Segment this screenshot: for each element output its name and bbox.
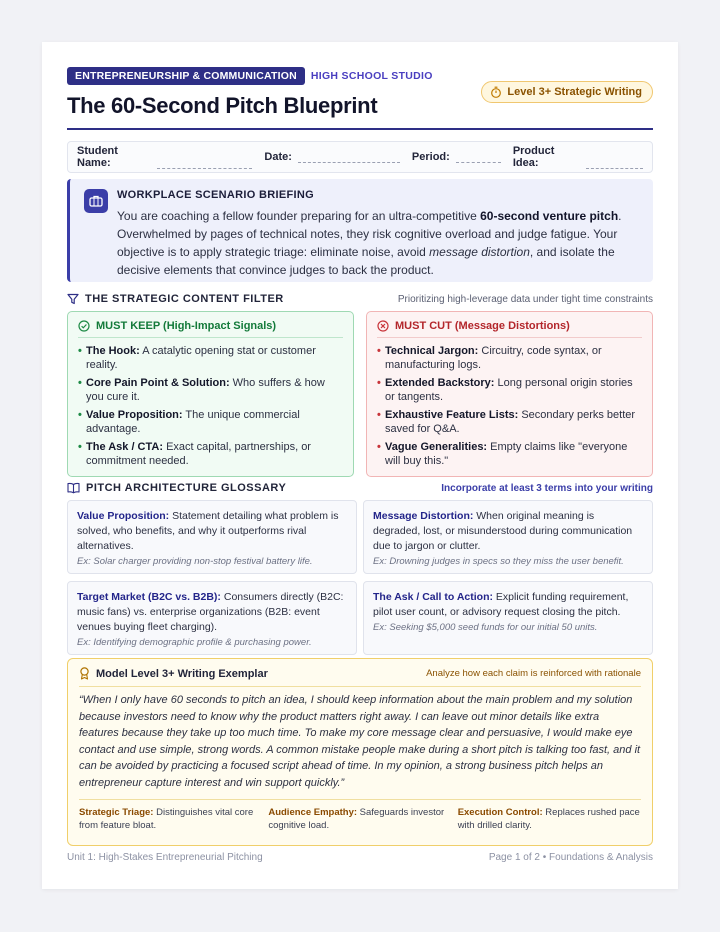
rationale-item: Strategic Triage: Distinguishes vital core from feature bloat. bbox=[79, 807, 254, 831]
writing-exemplar bbox=[67, 658, 653, 846]
subject-tag: ENTREPRENEURSHIP & COMMUNICATION bbox=[67, 67, 305, 85]
date-label: Date: bbox=[264, 151, 292, 163]
glossary-note: Incorporate at least 3 terms into your writing bbox=[441, 482, 653, 494]
exemplar-header bbox=[79, 667, 641, 687]
rationale-item: Audience Empathy: Safeguards investor cognitive load. bbox=[268, 807, 445, 831]
footer-page: Page 1 of 2 • Foundations & Analysis bbox=[488, 852, 653, 863]
glossary-card-target-market: Target Market (B2C vs. B2B): Consumers directly (B2C: music fans) vs. enterprise organizations (B2B: event venues buying fleet charging). Ex: Identifying demographic profile & purchasing power. bbox=[67, 581, 357, 655]
exemplar-title: Model Level 3+ Writing Exemplar bbox=[96, 667, 268, 680]
must-keep-box bbox=[67, 311, 354, 477]
list-item: • Vague Generalities: Empty claims like "everyone will buy this." bbox=[377, 440, 642, 468]
must-cut-title: MUST CUT (Message Distortions) bbox=[395, 320, 570, 332]
student-name-label: Student Name: bbox=[77, 145, 118, 169]
studio-tag: HIGH SCHOOL STUDIO bbox=[310, 70, 433, 82]
level-badge-label: Level 3+ Strategic Writing bbox=[507, 86, 642, 98]
must-keep-header bbox=[78, 320, 343, 338]
footer-unit: Unit 1: High-Stakes Entrepreneurial Pitching bbox=[67, 852, 263, 863]
x-circle-icon bbox=[377, 320, 389, 332]
list-item: • The Hook: A catalytic opening stat or customer reality. bbox=[78, 344, 343, 372]
header-divider bbox=[67, 128, 653, 130]
glossary-card-the-ask: The Ask / Call to Action: Explicit funding requirement, pilot user count, or advisory request closing the pitch. Ex: Seeking $5,000 seed funds for our initial 50 units. bbox=[363, 581, 653, 655]
list-item: • Extended Backstory: Long personal origin stories or tangents. bbox=[377, 376, 642, 404]
period-label: Period: bbox=[411, 151, 450, 163]
rationale-item: Execution Control: Replaces rushed pace with drilled clarity. bbox=[457, 807, 640, 831]
briefcase-icon bbox=[84, 189, 108, 213]
must-cut-header bbox=[377, 320, 642, 338]
period-field[interactable] bbox=[412, 151, 501, 163]
page-footer bbox=[67, 852, 653, 863]
must-keep-list bbox=[78, 344, 343, 468]
award-icon bbox=[79, 667, 90, 680]
scenario-title: WORKPLACE SCENARIO BRIEFING bbox=[117, 189, 314, 201]
exemplar-note: Analyze how each claim is reinforced with rationale bbox=[426, 668, 641, 679]
list-item: • Technical Jargon: Circuitry, code syntax, or manufacturing logs. bbox=[377, 344, 642, 372]
content-filter-note: Prioritizing high-leverage data under tight time constraints bbox=[397, 293, 653, 305]
open-book-icon bbox=[67, 482, 80, 494]
scenario-text: You are coaching a fellow founder preparing for an ultra-competitive 60-second venture pitch. Overwhelmed by pages of technical notes, they risk cognitive overload and judge fatigue. Your objective is to apply strategic triage: eliminate noise, avoid message distortion, and isolate the decisive elements that convince judges to back the product. bbox=[117, 209, 622, 277]
glossary-card-value-proposition: Value Proposition: Statement detailing what problem is solved, who benefits, and why it outperforms rival alternatives. Ex: Solar charger providing non-stop festival battery life. bbox=[67, 500, 357, 574]
must-cut-list bbox=[377, 344, 642, 468]
page-title: The 60-Second Pitch Blueprint bbox=[67, 93, 378, 118]
product-idea-label: Product Idea: bbox=[512, 145, 555, 169]
level-badge bbox=[481, 81, 653, 103]
product-idea-field[interactable] bbox=[513, 145, 643, 169]
stopwatch-icon bbox=[490, 86, 502, 98]
glossary-example: Ex: Identifying demographic profile & purchasing power. bbox=[77, 637, 312, 648]
glossary-card-message-distortion: Message Distortion: When original meaning is degraded, lost, or misunderstood during communication due to jargon or clutter. Ex: Drowning judges in specs so they miss the user benefit. bbox=[363, 500, 653, 574]
check-circle-icon bbox=[78, 320, 90, 332]
exemplar-rationale bbox=[79, 799, 641, 832]
content-filter-title: THE STRATEGIC CONTENT FILTER bbox=[85, 293, 284, 305]
product-idea-blank[interactable] bbox=[586, 159, 643, 169]
glossary-example: Ex: Solar charger providing non-stop festival battery life. bbox=[77, 556, 313, 567]
glossary-header bbox=[67, 480, 653, 496]
worksheet-content bbox=[67, 67, 653, 863]
list-item: • Value Proposition: The unique commercial advantage. bbox=[78, 408, 343, 436]
student-name-field[interactable] bbox=[77, 145, 252, 169]
exemplar-quote: “When I only have 60 seconds to pitch an idea, I should keep information about the main problem and my solution because investors need to know why the product matters right away. I can leave out minor details like extra features because they take up too much time. To make my core message clear and persuasive, I would make eye contact and use simple, strong words. A common mistake people make during a short pitch is talking too fast, and it can be avoided by practicing a focused script ahead of time. In my opinion, a strong business pitch helps an entrepreneur capture interest and win support quickly.” bbox=[79, 694, 641, 789]
glossary-example: Ex: Drowning judges in specs so they miss the user benefit. bbox=[373, 556, 624, 567]
scenario-briefing bbox=[67, 179, 653, 282]
student-name-blank[interactable] bbox=[157, 159, 252, 169]
worksheet-page bbox=[42, 42, 678, 889]
student-info-bar bbox=[67, 141, 653, 173]
date-blank[interactable] bbox=[298, 153, 400, 163]
list-item: • The Ask / CTA: Exact capital, partnerships, or commitment needed. bbox=[78, 440, 343, 468]
date-field[interactable] bbox=[264, 151, 400, 163]
must-cut-box bbox=[366, 311, 653, 477]
filter-icon bbox=[67, 293, 79, 305]
content-filter-header bbox=[67, 291, 653, 307]
glossary-title: PITCH ARCHITECTURE GLOSSARY bbox=[86, 482, 287, 494]
list-item: • Exhaustive Feature Lists: Secondary perks better saved for Q&A. bbox=[377, 408, 642, 436]
must-keep-title: MUST KEEP (High-Impact Signals) bbox=[96, 320, 277, 332]
list-item: • Core Pain Point & Solution: Who suffers & how you cure it. bbox=[78, 376, 343, 404]
glossary-example: Ex: Seeking $5,000 seed funds for our initial 50 units. bbox=[373, 622, 598, 633]
period-blank[interactable] bbox=[456, 153, 501, 163]
